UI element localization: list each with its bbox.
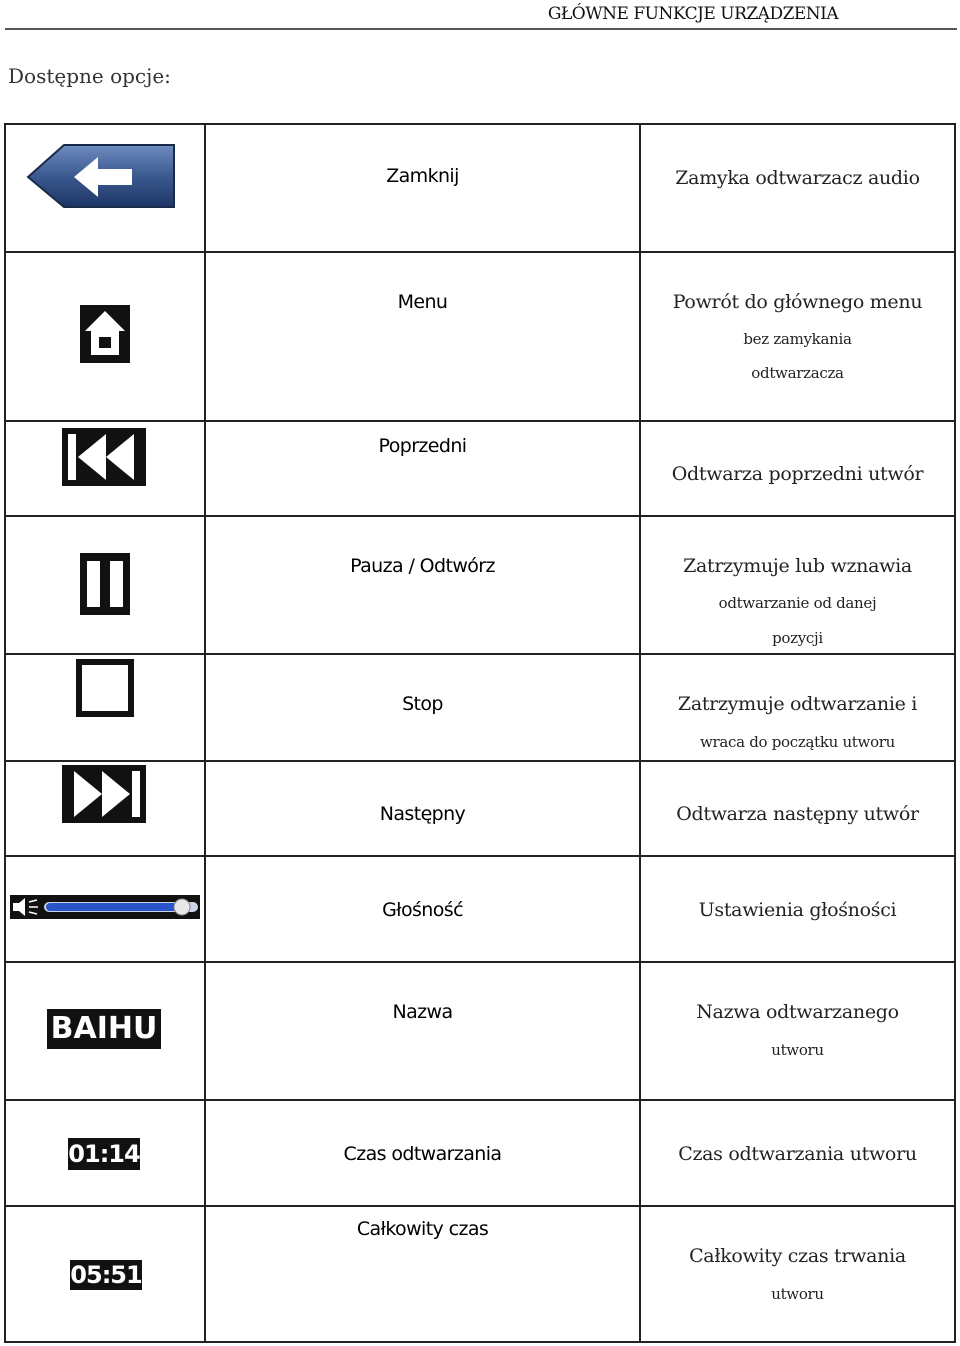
pause-icon: [80, 553, 130, 615]
function-description: Czas odtwarzania utworu: [678, 1143, 917, 1165]
function-description: Nazwa odtwarzanego: [696, 1001, 899, 1023]
intro-text: Dostępne opcje:: [8, 64, 171, 88]
function-label: Całkowity czas: [356, 1218, 489, 1240]
function-label: Nazwa: [392, 1001, 453, 1023]
function-label: Zamknij: [386, 165, 459, 187]
track-name-display: BAIHU: [47, 1009, 161, 1049]
function-label: Głośność: [382, 899, 463, 921]
stop-icon: [76, 659, 134, 717]
total-time-display: 05:51: [70, 1261, 142, 1289]
header-divider: [5, 28, 957, 30]
next-track-icon: [62, 765, 146, 823]
function-description-line2: wraca do początku utworu: [699, 733, 896, 751]
function-description: Zatrzymuje lub wznawia: [683, 555, 912, 577]
function-description-line3: pozycji: [772, 629, 823, 647]
function-label: Poprzedni: [378, 435, 467, 457]
function-label: Następny: [379, 803, 466, 825]
function-description: Zamyka odtwarzacz audio: [675, 167, 920, 189]
function-description: Całkowity czas trwania: [689, 1245, 906, 1267]
function-description-line2: utworu: [771, 1041, 824, 1059]
function-label: Menu: [397, 291, 448, 313]
function-label: Stop: [402, 693, 443, 715]
function-label: Czas odtwarzania: [343, 1143, 502, 1165]
previous-track-icon: [62, 428, 146, 486]
page-header: [0, 4, 960, 24]
function-description: Ustawienia głośności: [698, 899, 897, 921]
function-description: Odtwarza następny utwór: [676, 803, 919, 825]
function-description-line2: utworu: [771, 1285, 824, 1303]
page-title: GŁÓWNE FUNKCJE URZĄDZENIA: [547, 4, 839, 24]
function-description: Zatrzymuje odtwarzanie i: [677, 693, 918, 715]
function-description-line3: odtwarzacza: [751, 364, 844, 382]
function-description-line2: bez zamykania: [743, 330, 852, 348]
home-icon: [80, 305, 130, 363]
function-description: Odtwarza poprzedni utwór: [671, 463, 924, 485]
back-arrow-icon: [26, 141, 178, 213]
function-description-line2: odtwarzanie od danej: [718, 594, 877, 612]
functions-table: [4, 123, 956, 1343]
function-label: Pauza / Odtwórz: [350, 555, 495, 577]
volume-slider-icon: [10, 895, 200, 919]
function-description: Powrót do głównego menu: [672, 291, 923, 313]
elapsed-time-display: 01:14: [68, 1140, 140, 1168]
